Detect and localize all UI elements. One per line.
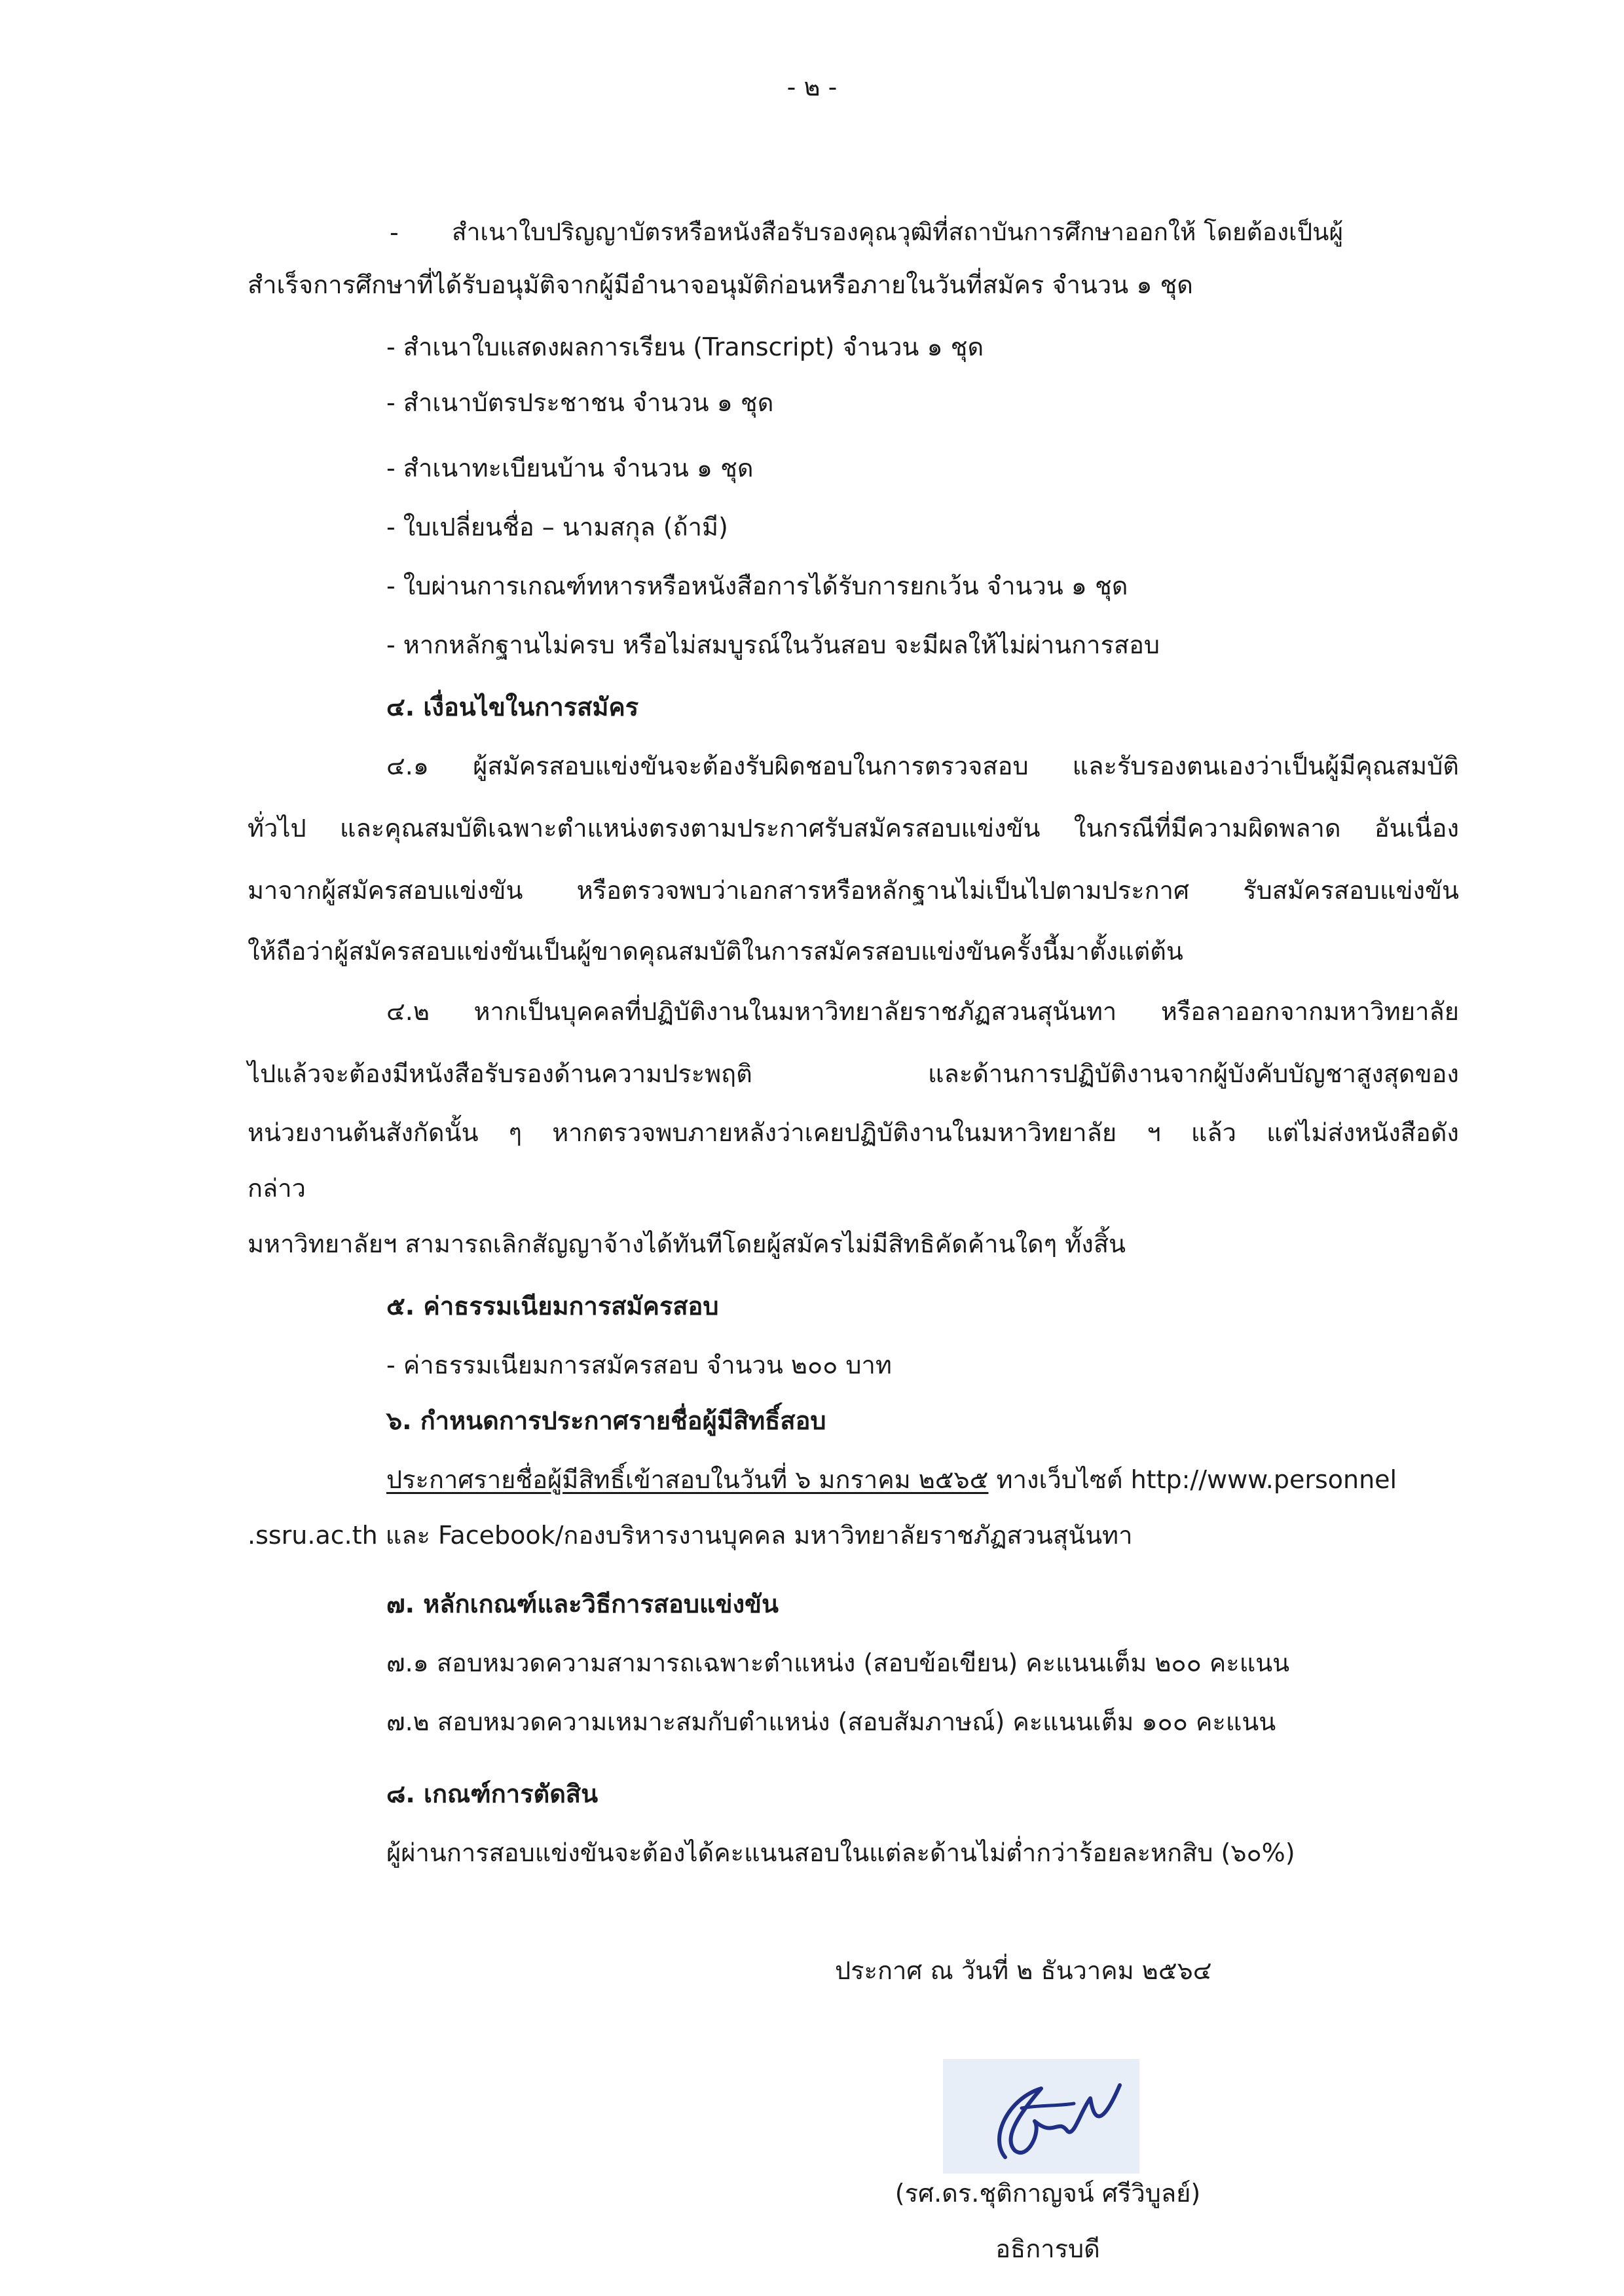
section4-heading: ๔. เงื่อนไขในการสมัคร [386, 693, 639, 721]
section6-heading: ๖. กำหนดการประกาศรายชื่อผู้มีสิทธิ์สอบ [386, 1406, 826, 1435]
list-item-house-reg: - สำเนาทะเบียนบ้าน จำนวน ๑ ชุด [386, 454, 754, 483]
list-item-name-change: - ใบเปลี่ยนชื่อ – นามสกุล (ถ้ามี) [386, 513, 728, 541]
section4-p1-line2: ทั่วไป และคุณสมบัติเฉพาะตำแหน่งตรงตามประกาศรับสมัครสอบแข่งขัน ในกรณีที่มีความผิดพลาด อันเนื่อง [248, 814, 1459, 843]
section7-item-interview: ๗.๒ สอบหมวดความเหมาะสมกับตำแหน่ง (สอบสัมภาษณ์) คะแนนเต็ม ๑๐๐ คะแนน [386, 1707, 1276, 1736]
signature-icon [943, 2059, 1139, 2174]
section8-heading: ๘. เกณฑ์การตัดสิน [386, 1779, 599, 1808]
section4-p1-line3: มาจากผู้สมัครสอบแข่งขัน หรือตรวจพบว่าเอกสารหรือหลักฐานไม่เป็นไปตามประกาศ รับสมัครสอบแข่งขัน [248, 876, 1459, 905]
section5-fee: - ค่าธรรมเนียมการสมัครสอบ จำนวน ๒๐๐ บาท [386, 1351, 892, 1379]
section4-p2-line3: หน่วยงานต้นสังกัดนั้น ๆ หากตรวจพบภายหลังว่าเคยปฏิบัติงานในมหาวิทยาลัย ฯ แล้ว แต่ไม่ส่งหนังสือดัง [248, 1118, 1459, 1147]
section5-heading: ๕. ค่าธรรมเนียมการสมัครสอบ [386, 1292, 719, 1321]
list-item-military: - ใบผ่านการเกณฑ์ทหารหรือหนังสือการได้รับการยกเว้น จำนวน ๑ ชุด [386, 572, 1128, 600]
list-item-degree: สำเนาใบปริญญาบัตรหรือหนังสือรับรองคุณวุฒิที่สถาบันการศึกษาออกให้ โดยต้องเป็นผู้ [452, 218, 1344, 246]
signer-name: (รศ.ดร.ชุติกาญจน์ ศรีวิบูลย์) [895, 2179, 1201, 2208]
section7-heading: ๗. หลักเกณฑ์และวิธีการสอบแข่งขัน [386, 1590, 779, 1618]
announcement-date-text: ประกาศรายชื่อผู้มีสิทธิ์เข้าสอบในวันที่ ๖ มกราคม ๒๕๖๕ [386, 1465, 989, 1494]
section4-p1-line1: ๔.๑ ผู้สมัครสอบแข่งขันจะต้องรับผิดชอบในการตรวจสอบ และรับรองตนเองว่าเป็นผู้มีคุณสมบัติ [386, 752, 1459, 780]
website-text: ทางเว็บไซต์ http://www.personnel [988, 1465, 1397, 1494]
list-dash: - [390, 218, 399, 247]
page-number: - ๒ - [786, 73, 838, 101]
section4-p2-line2: ไปแล้วจะต้องมีหนังสือรับรองด้านความประพฤติ และด้านการปฏิบัติงานจากผู้บังคับบัญชาสูงสุดของ [248, 1059, 1459, 1088]
section4-p2-line5: มหาวิทยาลัยฯ สามารถเลิกสัญญาจ้างได้ทันทีโดยผู้สมัครไม่มีสิทธิคัดค้านใดๆ ทั้งสิ้น [248, 1230, 1126, 1258]
section8-criteria: ผู้ผ่านการสอบแข่งขันจะต้องได้คะแนนสอบในแต่ละด้านไม่ต่ำกว่าร้อยละหกสิบ (๖๐%) [386, 1838, 1295, 1867]
signature-image [943, 2059, 1139, 2174]
list-item-id-card: - สำเนาบัตรประชาชน จำนวน ๑ ชุด [386, 388, 774, 417]
section6-line2: .ssru.ac.th และ Facebook/กองบริหารงานบุคคล มหาวิทยาลัยราชภัฏสวนสุนันทา [248, 1521, 1133, 1550]
section6-line1 [386, 1463, 1397, 1496]
list-item-degree-cont: สำเร็จการศึกษาที่ได้รับอนุมัติจากผู้มีอำนาจอนุมัติก่อนหรือภายในวันที่สมัคร จำนวน ๑ ชุด [248, 270, 1193, 299]
section4-p2-line1: ๔.๒ หากเป็นบุคคลที่ปฏิบัติงานในมหาวิทยาลัยราชภัฏสวนสุนันทา หรือลาออกจากมหาวิทยาลัย [386, 997, 1459, 1026]
signer-title: อธิการบดี [995, 2234, 1100, 2263]
list-item-incomplete-note: - หากหลักฐานไม่ครบ หรือไม่สมบูรณ์ในวันสอบ จะมีผลให้ไม่ผ่านการสอบ [386, 630, 1160, 659]
announce-date: ประกาศ ณ วันที่ ๒ ธันวาคม ๒๕๖๔ [835, 1956, 1212, 1985]
section4-p2-line4: กล่าว [248, 1174, 306, 1203]
section7-item-written: ๗.๑ สอบหมวดความสามารถเฉพาะตำแหน่ง (สอบข้อเขียน) คะแนนเต็ม ๒๐๐ คะแนน [386, 1649, 1290, 1677]
list-item-transcript: - สำเนาใบแสดงผลการเรียน (Transcript) จำนวน ๑ ชุด [386, 333, 984, 361]
section4-p1-line4: ให้ถือว่าผู้สมัครสอบแข่งขันเป็นผู้ขาดคุณสมบัติในการสมัครสอบแข่งขันครั้งนี้มาตั้งแต่ต้น [248, 937, 1183, 966]
